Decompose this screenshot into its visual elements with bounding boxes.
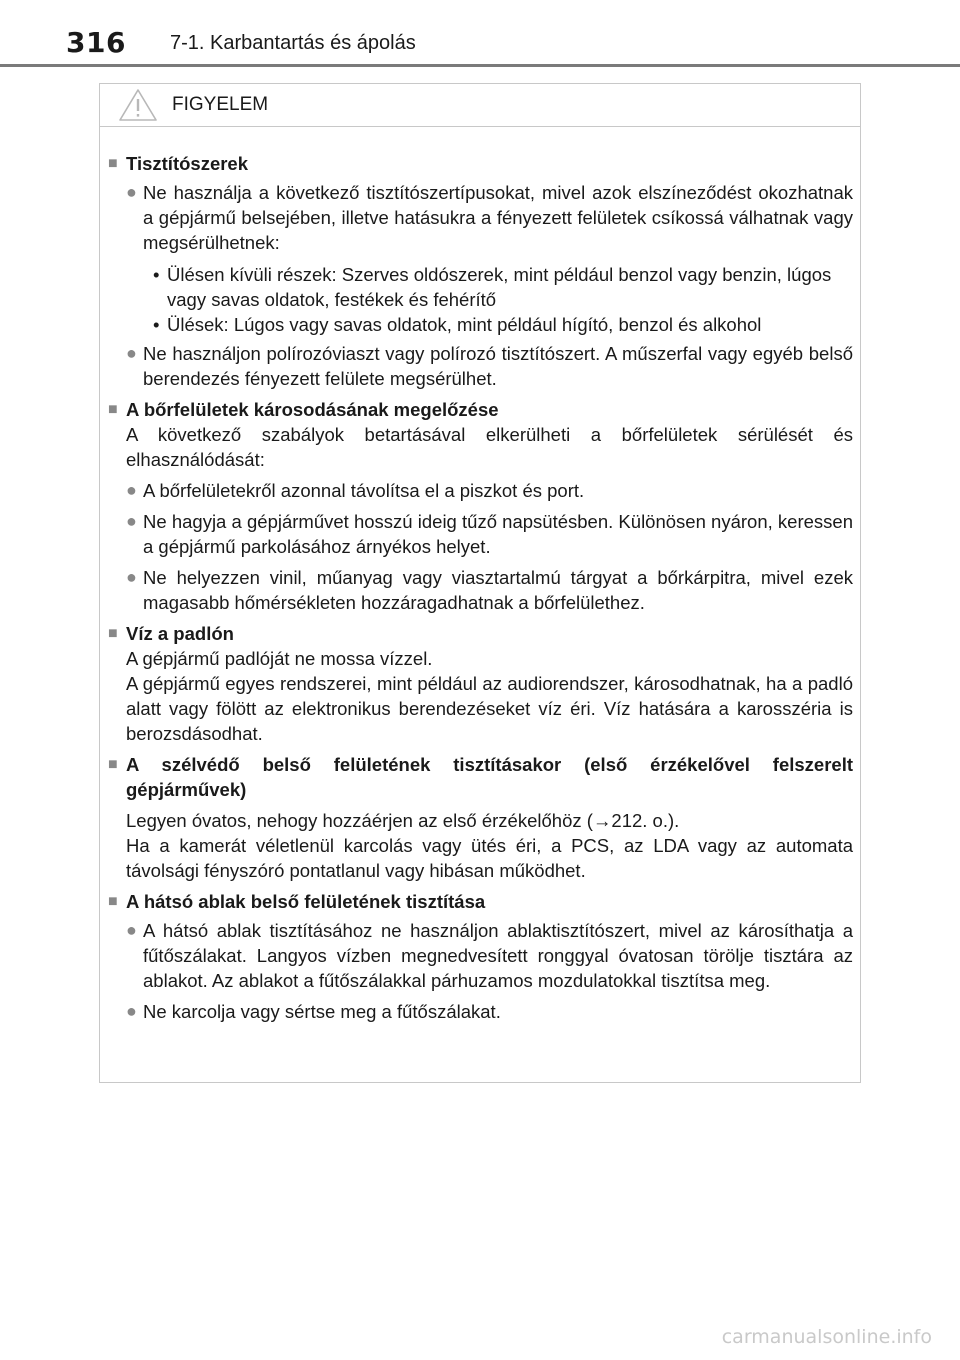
list-item-text: A bőrfelületekről azonnal távolítsa el a piszkot és port. bbox=[143, 480, 585, 501]
warning-triangle-icon bbox=[118, 88, 158, 122]
warning-box bbox=[99, 83, 861, 1083]
list-item-text: Ne használjon polírozóviaszt vagy polírozó tisztítószert. A műszerfal vagy egyéb belső berendezés fényezett felülete megsérülhet. bbox=[143, 343, 853, 389]
topic-heading: Víz a padlón bbox=[126, 623, 234, 644]
sub-bullet-icon: • bbox=[153, 314, 160, 335]
topic-rear-window-cleaning bbox=[108, 889, 853, 1024]
warning-label: FIGYELEM bbox=[172, 94, 269, 115]
topic-heading: A szélvédő belső felületének tisztításakor (első érzékelővel felszerelt gépjárművek) bbox=[126, 754, 853, 800]
bullet-dot-icon: ● bbox=[126, 182, 137, 202]
page-header bbox=[0, 0, 960, 70]
header-divider bbox=[0, 64, 960, 67]
bullet-dot-icon: ● bbox=[126, 480, 137, 500]
watermark: carmanualsonline.info bbox=[721, 1326, 932, 1348]
topic-heading: Tisztítószerek bbox=[126, 153, 249, 174]
square-marker-icon: ■ bbox=[108, 401, 118, 418]
list-item bbox=[108, 341, 853, 391]
topic-heading: A bőrfelületek károsodásának megelőzése bbox=[126, 399, 499, 420]
list-item bbox=[108, 478, 853, 503]
list-item bbox=[108, 565, 853, 615]
list-item-text: Ne helyezzen vinil, műanyag vagy viasztartalmú tárgyat a bőrkárpitra, mivel ezek magasabb hőmérsékleten hozzáragadhatnak a bőrfelülethez. bbox=[143, 567, 853, 613]
sub-bullet-icon: • bbox=[153, 264, 160, 285]
list-item-text: A hátsó ablak tisztításához ne használjon ablaktisztítószert, mivel az károsíthatja a fűtőszálakat. Langyos vízben megnedvesített ronggyal óvatosan törölje tisztára az ablakot. Az ablakot a fűtőszálakkal párhuzamos mozdulatokkal tisztítsa meg. bbox=[143, 920, 853, 991]
warning-content bbox=[100, 127, 860, 1024]
topic-water-on-floor bbox=[108, 621, 853, 746]
list-item bbox=[108, 999, 853, 1024]
bullet-dot-icon: ● bbox=[126, 343, 137, 363]
bullet-dot-icon: ● bbox=[126, 567, 137, 587]
warning-header bbox=[100, 84, 860, 127]
sub-list-item-text: Ülésen kívüli részek: Szerves oldószerek, mint például benzol vagy benzin, lúgos vagy savas oldatok, festékek és fehérítő bbox=[167, 264, 832, 310]
paragraph: A gépjármű padlóját ne mossa vízzel. bbox=[126, 648, 433, 669]
topic-leather-protection bbox=[108, 397, 853, 615]
list-item-text: Ne hagyja a gépjárművet hosszú ideig tűző napsütésben. Különösen nyáron, keressen a gépjármű parkolásához árnyékos helyet. bbox=[143, 511, 853, 557]
topic-heading: A hátsó ablak belső felületének tisztítása bbox=[126, 891, 486, 912]
topic-windshield-cleaning bbox=[108, 752, 853, 883]
topic-cleaning-agents bbox=[108, 151, 853, 391]
paragraph: Ha a kamerát véletlenül karcolás vagy ütés éri, a PCS, az LDA vagy az automata távolsági fényszóró pontatlanul vagy hibásan működhet. bbox=[126, 835, 853, 881]
paragraph: Legyen óvatos, nehogy hozzáérjen az első érzékelőhöz (→212. o.). bbox=[126, 810, 680, 831]
square-marker-icon: ■ bbox=[108, 625, 118, 642]
bullet-dot-icon: ● bbox=[126, 920, 137, 940]
square-marker-icon: ■ bbox=[108, 756, 118, 773]
sub-list-item-text: Ülések: Lúgos vagy savas oldatok, mint például hígító, benzol és alkohol bbox=[167, 314, 762, 335]
list-item-text: Ne használja a következő tisztítószertípusokat, mivel azok elszíneződést okozhatnak a gépjármű belsejében, illetve hatásukra a fényezett felületek csíkossá válhatnak vagy megsérülhetnek: bbox=[143, 182, 853, 253]
bullet-dot-icon: ● bbox=[126, 1001, 137, 1021]
paragraph: A következő szabályok betartásával elkerülheti a bőrfelületek sérülését és elhasználódását: bbox=[126, 424, 853, 470]
list-item-text: Ne karcolja vagy sértse meg a fűtőszálakat. bbox=[143, 1001, 501, 1022]
list-item bbox=[108, 509, 853, 559]
square-marker-icon: ■ bbox=[108, 155, 118, 172]
bullet-dot-icon: ● bbox=[126, 511, 137, 531]
paragraph: A gépjármű egyes rendszerei, mint például az audiorendszer, károsodhatnak, ha a padló alatt vagy fölött az elektronikus berendezéseket víz éri. Víz hatására a karosszéria is berozsdásodhat. bbox=[126, 673, 853, 744]
section-title: 7-1. Karbantartás és ápolás bbox=[170, 32, 416, 54]
page-number: 316 bbox=[66, 26, 126, 59]
sub-list-item bbox=[108, 262, 853, 312]
list-item bbox=[108, 918, 853, 993]
list-item bbox=[108, 180, 853, 255]
square-marker-icon: ■ bbox=[108, 893, 118, 910]
sub-list-item bbox=[108, 312, 853, 337]
